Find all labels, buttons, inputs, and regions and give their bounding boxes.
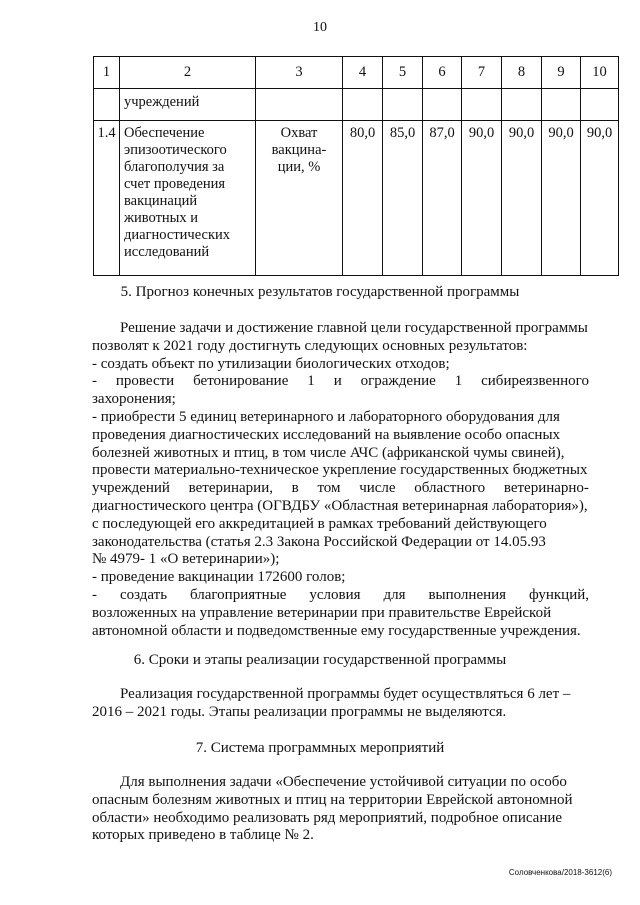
value-cell: 90,0	[581, 121, 619, 276]
value-cell: 90,0	[462, 121, 502, 276]
header-cell: 5	[383, 57, 423, 89]
table-row	[94, 121, 619, 276]
header-cell: 4	[343, 57, 383, 89]
header-cell: 8	[502, 57, 542, 89]
section-6-body: Реализация государственной программы будет осуществляться 6 лет – 2016 – 2021 годы. Этапы реализации программы не выделяются.	[92, 686, 571, 720]
section-7-body: Для выполнения задачи «Обеспечение устойчивой ситуации по особо опасным болезням животных и птиц на территории Еврейской автономной области» необходимо реализовать ряд мероприятий, подробное описание которых приведено в таблице № 2.	[92, 774, 573, 844]
value-cell: 90,0	[542, 121, 581, 276]
value-cell: 90,0	[502, 121, 542, 276]
value-cell: 87,0	[423, 121, 462, 276]
indicator-name: Охват вакцина- ции, %	[256, 121, 343, 276]
document-footer: Соловченкова/2018-3612(6)	[508, 868, 612, 877]
page-number: 10	[313, 20, 327, 35]
header-cell: 10	[581, 57, 619, 89]
header-cell: 6	[423, 57, 462, 89]
value-cell: 85,0	[383, 121, 423, 276]
header-cell: 9	[542, 57, 581, 89]
row-number: 1.4	[94, 121, 120, 276]
value-cell: 80,0	[343, 121, 383, 276]
table-row	[94, 89, 619, 121]
section-5-heading: 5. Прогноз конечных результатов государственной программы	[120, 284, 520, 300]
header-cell: 1	[94, 57, 120, 89]
section-6-heading: 6. Сроки и этапы реализации государственной программы	[133, 652, 507, 668]
table-header-row	[94, 57, 619, 89]
continued-cell: учреждений	[120, 89, 256, 121]
header-cell: 7	[462, 57, 502, 89]
section-7-heading: 7. Система программных мероприятий	[195, 740, 445, 756]
section-5-body: Решение задачи и достижение главной цели государственной программы позволят к 2021 году достигнуть следующих основных результатов: - создать объект по утилизации биологических отходов; - провести бетонирование 1 и ограждение 1 сибиреязвенного захоронения; - приобрести 5 единиц ветеринарного и лабораторного оборудования для проведения диагностических исследований на выявление особо опасных болезней животных и птиц, в том числе АЧС (африканской чумы свиней), провести материально-техническое укрепление государственных бюджетных учреждений ветеринарии, в том числе областного ветеринарно- диагностического центра (ОГВДБУ «Областная ветеринарная лаборатория»), с последующей его аккредитацией в рамках требований действующего законодательства (статья 2.3 Закона Российской Федерации от 14.05.93 № 4979- 1 «О ветеринарии»); - проведение вакцинации 172600 голов; - создать благоприятные условия для выполнения функций, возложенных на управление ветеринарии при правительстве Еврейской автономной области и подведомственные ему государственные учреждения.	[92, 320, 589, 639]
header-cell: 2	[120, 57, 256, 89]
header-cell: 3	[256, 57, 343, 89]
program-indicators-table	[93, 56, 619, 276]
measure-name: Обеспечение эпизоотического благополучия за счет проведения вакцинаций животных и диагностических исследований	[120, 121, 256, 276]
